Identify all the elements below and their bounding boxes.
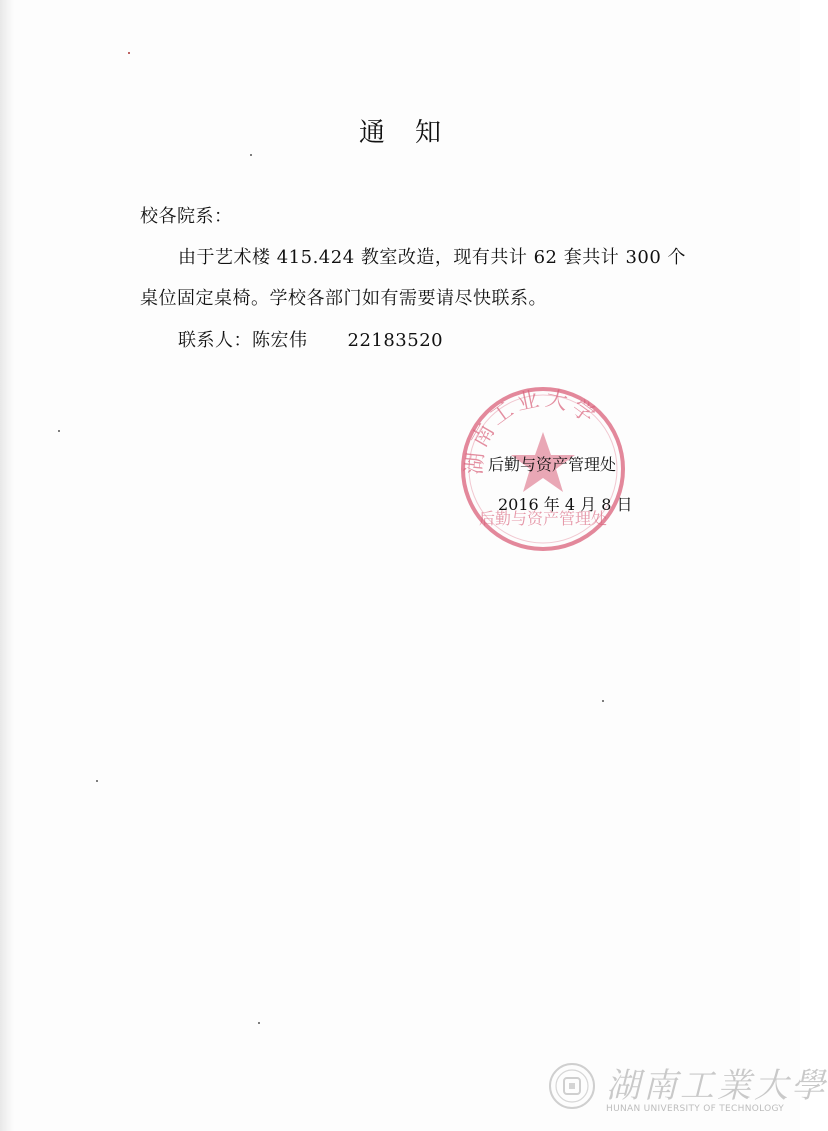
issue-date: 2016 年 4 月 8 日 bbox=[498, 495, 633, 514]
university-footer-logo bbox=[540, 1056, 828, 1120]
university-emblem-icon bbox=[548, 1062, 596, 1110]
seal-arc-text: 湖南工业大学 bbox=[462, 386, 603, 476]
issuing-office: 后勤与资产管理处 bbox=[488, 455, 617, 474]
university-name-chinese: 湖南工業大學 bbox=[606, 1066, 828, 1106]
university-name-english: HUNAN UNIVERSITY OF TECHNOLOGY bbox=[606, 1104, 785, 1114]
scan-speck bbox=[258, 1022, 260, 1024]
contact-line bbox=[178, 326, 443, 352]
scan-speck bbox=[128, 52, 130, 54]
body-paragraph-line-1: 由于艺术楼 415.424 教室改造，现有共计 62 套共计 300 个 bbox=[178, 247, 687, 268]
contact-phone: 22183520 bbox=[347, 330, 444, 351]
body-paragraph-line-2: 桌位固定桌椅。学校各部门如有需要请尽快联系。 bbox=[140, 288, 547, 309]
scan-speck bbox=[250, 154, 252, 156]
notice-title: 通知 bbox=[358, 118, 471, 148]
contact-label: 联系人：陈宏伟 bbox=[178, 330, 308, 351]
scan-edge-shadow bbox=[0, 0, 14, 1131]
scan-speck bbox=[96, 780, 98, 782]
scan-speck bbox=[602, 700, 604, 702]
scan-speck bbox=[58, 430, 60, 432]
salutation: 校各院系： bbox=[140, 206, 233, 227]
seal-bottom-text: 后勤与资产管理处 bbox=[478, 509, 608, 528]
